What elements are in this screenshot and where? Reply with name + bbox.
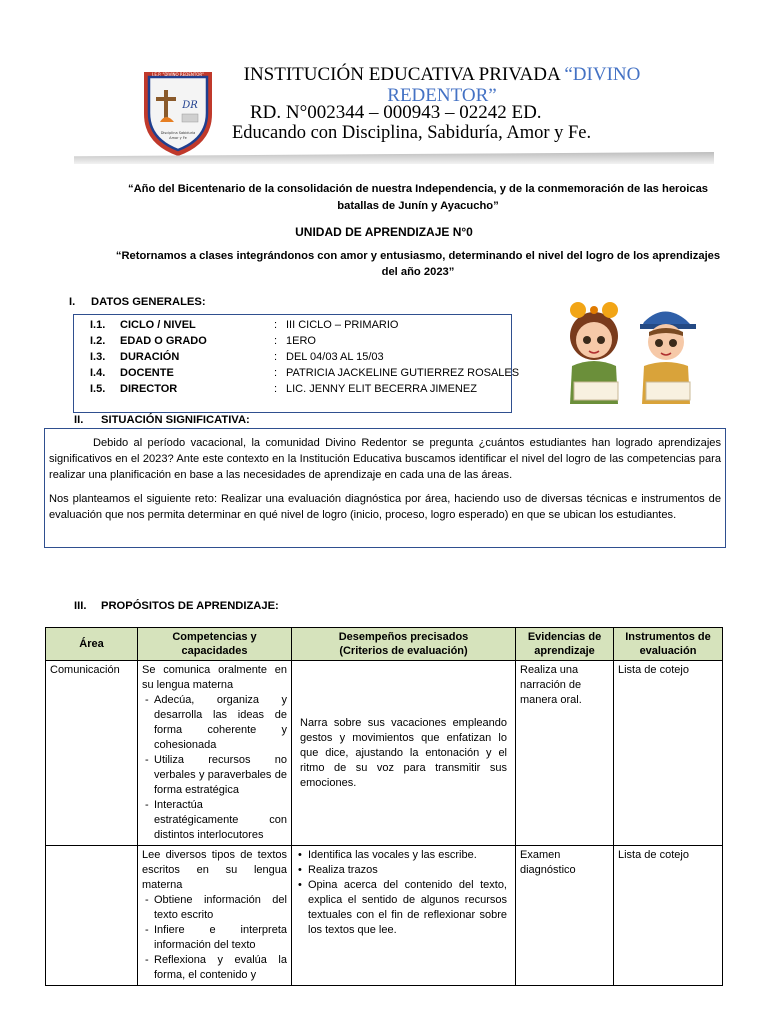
capacity-item: - Reflexiona y evalúa la forma, el contenido y bbox=[142, 953, 287, 983]
cell-competencias: Lee diversos tipos de textos escritos en su lengua materna - Obtiene información del texto escrito - Infiere e interpreta información del texto - Reflexiona y evalúa la forma, el contenido y bbox=[138, 846, 292, 986]
table-header-row bbox=[46, 628, 723, 661]
unit-title: UNIDAD DE APRENDIZAJE N°0 bbox=[295, 225, 473, 239]
header-area: Área bbox=[46, 628, 138, 661]
svg-text:Disciplina Sabiduría: Disciplina Sabiduría bbox=[160, 131, 196, 135]
situation-box bbox=[44, 428, 726, 548]
children-studying-illustration bbox=[552, 296, 708, 404]
table-row bbox=[46, 661, 723, 846]
performance-item: • Opina acerca del contenido del texto, explica el sentido de algunos recursos textuales con el fin de reflexionar sobre los textos que lee. bbox=[296, 878, 507, 938]
performance-item: • Identifica las vocales y las escribe. bbox=[296, 848, 507, 863]
performance-item: • Realiza trazos bbox=[296, 863, 507, 878]
header-instrumentos: Instrumentos de evaluación bbox=[614, 628, 723, 661]
situation-paragraph: Nos planteamos el siguiente reto: Realizar una evaluación diagnóstica por área, haciendo uso de diversas técnicas e instrumentos de evaluación que nos permita determinar en qué nivel de logro (inicio, proceso, logro esperado) en que se ubican los estudiantes. bbox=[49, 493, 721, 521]
institution-name: “DIVINO REDENTOR” bbox=[387, 64, 641, 106]
general-data-box: I.1. CICLO / NIVEL : III CICLO – PRIMARIO I.2. EDAD O GRADO : 1ERO I.3. DURACIÓN : DEL 04/03 AL 15/03 I.4. DOCENTE : PATRICIA JACKELINE GUTIERREZ ROSALES I.5. DIRECTOR : LIC. JENNY ELIT BECERRA JIMENEZ bbox=[73, 314, 512, 413]
capacity-item: - Obtiene información del texto escrito bbox=[142, 893, 287, 923]
section-heading-situation: II. SITUACIÓN SIGNIFICATIVA: bbox=[74, 414, 250, 426]
learning-purposes-table bbox=[45, 627, 723, 986]
institution-crest-logo bbox=[140, 66, 216, 158]
svg-text:Amor y Fe: Amor y Fe bbox=[169, 136, 187, 140]
svg-text:DR: DR bbox=[182, 100, 198, 111]
resolution-number: RD. N°002344 – 000943 – 02242 ED. bbox=[250, 102, 542, 123]
institution-motto: Educando con Disciplina, Sabiduría, Amor y Fe. bbox=[232, 123, 592, 143]
cell-evidencia: Examen diagnóstico bbox=[516, 846, 614, 986]
header-evidencias: Evidencias de aprendizaje bbox=[516, 628, 614, 661]
cell-desempeno: Narra sobre sus vacaciones empleando gestos y movimientos que enfatizan lo que dice, ajustando la entonación y el ritmo de su voz para transmitir sus emociones. bbox=[292, 661, 516, 846]
cell-evidencia: Realiza una narración de manera oral. bbox=[516, 661, 614, 846]
capacity-item: - Infiere e interpreta información del texto bbox=[142, 923, 287, 953]
institution-title: INSTITUCIÓN EDUCATIVA PRIVADA “DIVINO REDENTOR” bbox=[243, 64, 641, 106]
cell-instrumento: Lista de cotejo bbox=[614, 846, 723, 986]
cell-area: Comunicación bbox=[46, 661, 138, 846]
unit-subtitle: “Retornamos a clases integrándonos con amor y entusiasmo, determinando el nivel del logro de los aprendizajes del año 2023” bbox=[115, 250, 721, 278]
capacity-item: - Adecúa, organiza y desarrolla las ideas de forma coherente y cohesionada bbox=[142, 693, 287, 753]
svg-text:I.E.P. "DIVINO REDENTOR": I.E.P. "DIVINO REDENTOR" bbox=[151, 72, 205, 77]
cell-desempenos bbox=[292, 846, 516, 986]
table-row bbox=[46, 846, 723, 986]
section-heading-general: I. DATOS GENERALES: bbox=[69, 296, 206, 308]
cell-area bbox=[46, 846, 138, 986]
header-desempenos: Desempeños precisados (Criterios de evaluación) bbox=[292, 628, 516, 661]
capacity-item: - Interactúa estratégicamente con distintos interlocutores bbox=[142, 798, 287, 843]
capacity-item: - Utiliza recursos no verbales y paraverbales de forma estratégica bbox=[142, 753, 287, 798]
year-phrase: “Año del Bicentenario de la consolidación de nuestra Independencia, y de la conmemoración de las heroicas batallas de Junín y Ayacucho” bbox=[127, 183, 709, 212]
section-heading-purposes: III. PROPÓSITOS DE APRENDIZAJE: bbox=[74, 600, 279, 612]
cell-instrumento: Lista de cotejo bbox=[614, 661, 723, 846]
header-competencias: Competencias y capacidades bbox=[138, 628, 292, 661]
situation-paragraph: Debido al período vacacional, la comunidad Divino Redentor se pregunta ¿cuántos estudiantes han logrado aprendizajes significativos en el 2023? Ante este contexto en la Institución Educativa buscamos identificar el nivel del logro de las competencias para realizar una planificación en base a las necesidades de aprendizaje en cada una de las áreas. bbox=[49, 437, 721, 481]
cell-competencias: Se comunica oralmente en su lengua materna - Adecúa, organiza y desarrolla las ideas de forma coherente y cohesionada - Utiliza recursos no verbales y paraverbales de forma estratégica - Interactúa estratégicamente con distintos interlocutores bbox=[138, 661, 292, 846]
